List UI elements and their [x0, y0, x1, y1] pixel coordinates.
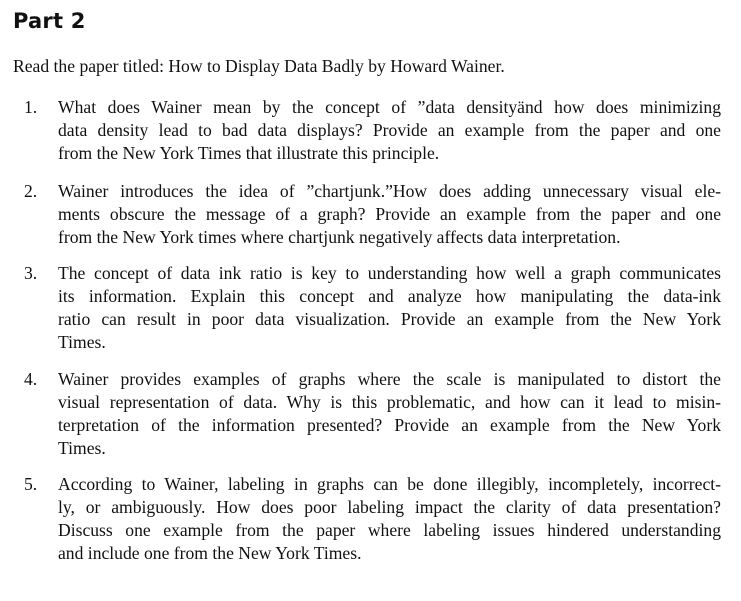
question-line: Wainer introduces the idea of ”chartjunk.”How does adding unnecessary visual ele-: [58, 181, 721, 201]
question-text: [58, 368, 721, 460]
question-text: [58, 180, 721, 249]
section-heading: Part 2: [13, 9, 86, 33]
question-line: Wainer provides examples of graphs where the scale is manipulated to distort the: [58, 369, 721, 389]
question-line: Discuss one example from the paper where labeling issues hindered understanding: [58, 520, 721, 540]
intro-text: Read the paper titled: How to Display Data Badly by Howard Wainer.: [13, 56, 505, 76]
question-line: According to Wainer, labeling in graphs can be done illegibly, incompletely, incorrect-: [58, 474, 721, 494]
question-text: [58, 473, 721, 565]
question-line: What does Wainer mean by the concept of ”data densityänd how does minimizing: [58, 97, 721, 117]
question-line: ments obscure the message of a graph? Provide an example from the paper and one: [58, 204, 721, 224]
question-number: 3.: [24, 263, 38, 283]
question-line: ratio can result in poor data visualization. Provide an example from the New York: [58, 309, 721, 329]
question-text: [58, 262, 721, 354]
question-line: ly, or ambiguously. How does poor labeling impact the clarity of data presentation?: [58, 497, 721, 517]
question-line: from the New York times where chartjunk negatively affects data interpretation.: [58, 227, 621, 247]
question-line: The concept of data ink ratio is key to understanding how well a graph communicates: [58, 263, 721, 283]
question-line: Times.: [58, 438, 106, 458]
question-number: 1.: [24, 97, 38, 117]
question-number: 4.: [24, 369, 38, 389]
question-line: its information. Explain this concept and analyze how manipulating the data-ink: [58, 286, 721, 306]
question-line: Times.: [58, 332, 106, 352]
question-number: 5.: [24, 474, 38, 494]
question-line: terpretation of the information presented? Provide an example from the New York: [58, 415, 721, 435]
question-line: data density lead to bad data displays? Provide an example from the paper and one: [58, 120, 721, 140]
question-number: 2.: [24, 181, 38, 201]
question-line: visual representation of data. Why is this problematic, and how can it lead to misin-: [58, 392, 721, 412]
question-text: [58, 96, 721, 165]
question-line: and include one from the New York Times.: [58, 543, 362, 563]
question-line: from the New York Times that illustrate this principle.: [58, 143, 440, 163]
